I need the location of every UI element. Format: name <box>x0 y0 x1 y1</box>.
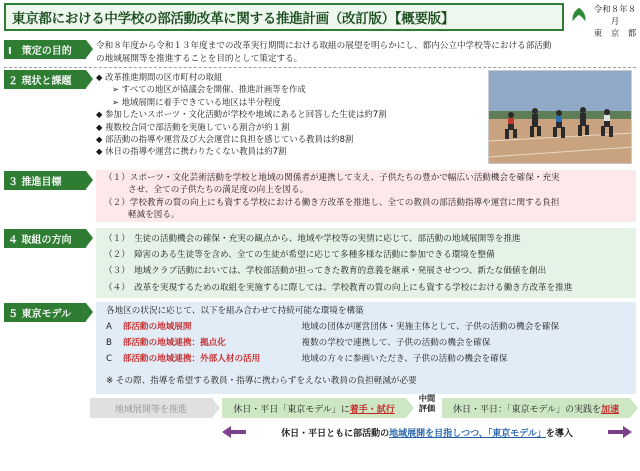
model-note: ※ その際、指導を希望する教員・指導に携わらずをえない教員の負担軽減が必要 <box>106 376 417 386</box>
running-figures-image <box>489 71 632 164</box>
model-item-desc: 地域の方々に参画いただき、子供の活動の機会を確保 <box>301 354 508 364</box>
issues-list <box>96 71 484 158</box>
direction-box <box>96 228 636 298</box>
timeline-past-phase: 地域展開等を推進 <box>90 398 212 418</box>
model-item-letter: B <box>106 338 112 348</box>
model-item-name: 部活動の地域連携：拠点化 <box>122 338 226 348</box>
section-label-model-text: ５ 東京モデル <box>8 309 71 320</box>
goal-line: させ、全ての子供たちの満足度の向上を図る。 <box>128 185 309 196</box>
model-item-name: 部活動の地域展開 <box>122 322 192 332</box>
tokyo-logo-icon <box>570 6 588 24</box>
list-item: ◆ 参加したいスポーツ・文化活動が学校や地域にあると回答した生徒は約7割 <box>96 109 387 120</box>
section-label-direction <box>4 229 86 248</box>
section-label-purpose-text: Ⅰ 策定の目的 <box>8 46 72 57</box>
list-item: ◆ 部活動の指導や運営及び大会運営に負担を感じている教員は約8割 <box>96 134 354 145</box>
direction-line: （２） 障害のある生徒等を含め、全ての生徒が希望に応じて多種多様な活動に参加できる環境を整備 <box>104 250 495 261</box>
goals-box <box>96 170 636 222</box>
direction-line: （４） 改革を実現するための取組を実施するに際しては、学校教育の質の向上にも資する学校における働き方改革を推進 <box>104 282 573 293</box>
mid-term-evaluation-line: 中間 <box>418 393 436 403</box>
model-item-a <box>106 320 626 334</box>
goal-arrow-prefix: 休日・平日ともに部活動の <box>281 428 390 439</box>
purpose-text <box>96 40 551 66</box>
model-item-desc: 地域の団体が運営団体・実施主体として、子供の活動の機会を確保 <box>301 322 560 332</box>
goal-arrow-emphasis: 地域展開を目指しつつ、「東京モデル」 <box>389 428 546 439</box>
mid-term-evaluation-text <box>414 394 440 413</box>
purpose-line: 令和８年度から令和１３年度までの改革実行期間における取組の展望を明らかにし、都内公立中学校等における部活動 <box>96 41 552 51</box>
direction-line: （３） 地域クラブ活動においては、学校部活動が担ってきた教育的意義を継承・発展させつつ、新たな価値を創出 <box>104 266 547 277</box>
goal-arrow-label <box>246 424 608 440</box>
list-item: ◆ 改革推進期間の区市町村の取組 <box>96 72 223 82</box>
timeline-phase-1-prefix: 休日・平日「東京モデル」に <box>233 404 350 415</box>
students-running-photo <box>488 70 632 164</box>
timeline-phase-2-emphasis: 加速 <box>601 404 620 415</box>
goal-line: （２）学校教育の質の向上にも資する学校における働き方改革を推進し、全ての教員の部活動指導や運営に関する負担 <box>104 197 560 208</box>
model-box <box>96 302 636 394</box>
model-item-letter: A <box>106 322 112 332</box>
section-label-model <box>4 303 86 322</box>
timeline-phase-2-prefix: 休日・平日：「東京モデル」の実践を <box>452 404 602 415</box>
section-label-issues-text: ２ 現状と課題 <box>8 76 72 87</box>
list-item: ◆ 複数校合同で部活動を実施している割合が約１割 <box>96 121 290 132</box>
model-item-name: 部活動の地域連携：外部人材の活用 <box>122 354 261 364</box>
purpose-line: の地域展開等を推進することを目的として策定する。 <box>96 54 303 64</box>
page-title-bar <box>4 3 564 31</box>
section-label-direction-text: ４ 取組の方向 <box>8 235 72 246</box>
model-intro: 各地区の状況に応じて、以下を組み合わせて持続可能な環境を構築 <box>106 306 364 316</box>
list-item: ➢ すべての地区が協議会を開催、推進計画等を作成 <box>112 84 306 95</box>
section-label-goals <box>4 171 86 190</box>
timeline-phase-1-emphasis: 着手・試行 <box>349 404 395 415</box>
mid-term-evaluation <box>414 394 440 422</box>
model-item-letter: C <box>106 354 113 364</box>
model-item-c <box>106 352 626 366</box>
model-item-b <box>106 336 626 350</box>
goal-double-arrow <box>222 424 632 440</box>
direction-line: （１） 生徒の活動機会の確保・充実の観点から、地域や学校等の実情に応じて、部活動の地域展開等を推進 <box>104 234 521 244</box>
arrow-right-icon <box>623 426 632 438</box>
goal-line: 軽減を図る。 <box>128 210 180 221</box>
goal-arrow-suffix: を導入 <box>545 428 573 439</box>
issue-date-block <box>592 4 638 40</box>
section-label-issues <box>4 70 86 89</box>
section-label-purpose <box>4 40 86 59</box>
page-title: 東京都における中学校の部活動改革に関する推進計画（改訂版）【概要版】 <box>12 11 455 27</box>
issue-date: 令和８年８月 <box>593 5 637 27</box>
list-item: ➢ 地域展開に着手できている地区は半分程度 <box>112 96 281 107</box>
arrow-left-icon <box>222 426 231 438</box>
timeline-phase-2 <box>442 398 630 418</box>
issuing-org: 東 京 都 <box>593 29 637 39</box>
list-item: ◆ 休日の指導や運営に携わりたくない教員は約7割 <box>96 146 287 157</box>
goal-line: （１）スポーツ・文化芸術活動を学校と地域の関係者が連携して支え、子供たちの豊かで幅広い活動機会を確保・充実 <box>104 173 560 183</box>
divider <box>4 67 636 68</box>
mid-term-evaluation-line: 評価 <box>418 402 436 413</box>
model-item-desc: 複数の学校で連携して、子供の活動の機会を確保 <box>301 338 491 348</box>
timeline-phase-1 <box>222 398 406 418</box>
section-label-goals-text: ３ 推進目標 <box>8 177 62 188</box>
